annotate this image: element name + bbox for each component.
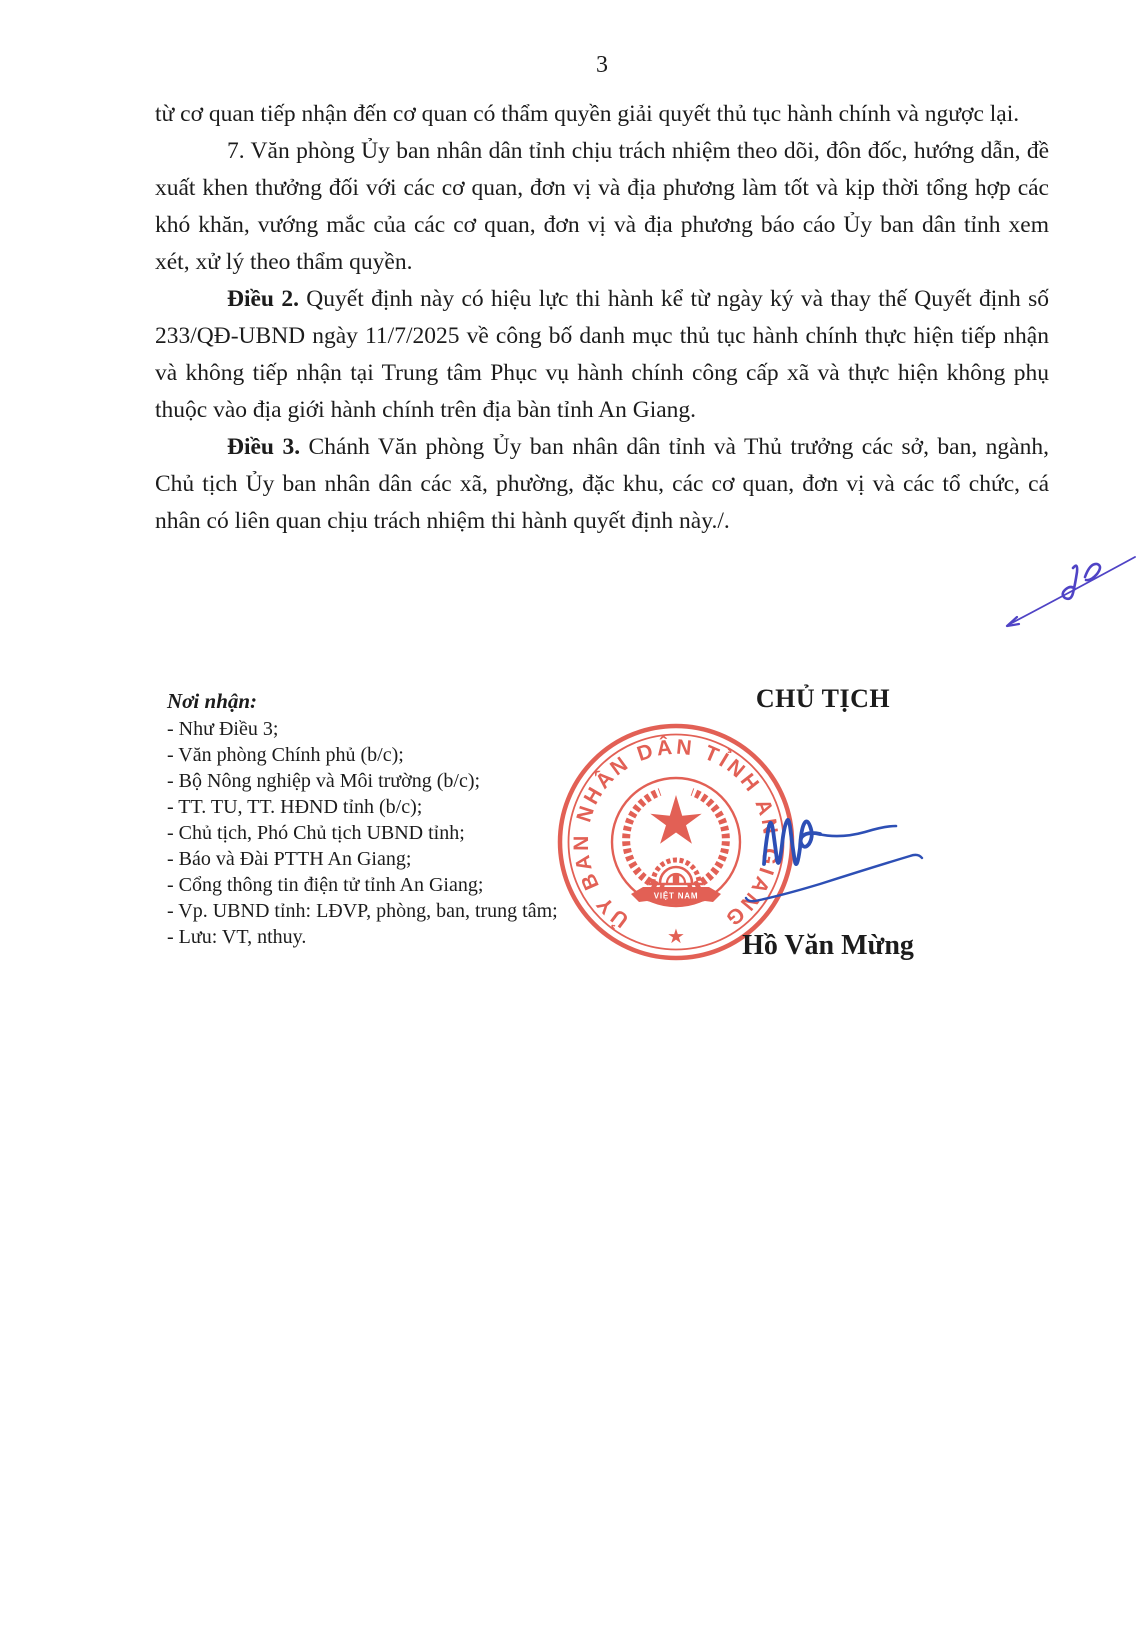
emblem-banner-text: VIỆT NAM: [653, 891, 699, 901]
recipient-item: - Lưu: VT, nthuy.: [167, 926, 307, 948]
recipients-label: Nơi nhận:: [167, 689, 258, 713]
recipient-item: - TT. TU, TT. HĐND tỉnh (b/c);: [167, 796, 423, 818]
recipient-item: - Như Điều 3;: [167, 718, 279, 740]
emblem-arch-slot: [673, 874, 679, 883]
signer-title: CHỦ TỊCH: [755, 684, 891, 713]
recipient-item: - Bộ Nông nghiệp và Môi trường (b/c);: [167, 770, 481, 792]
initials-paraph: [995, 550, 1144, 635]
paragraph: từ cơ quan tiếp nhận đến cơ quan có thẩm quyền giải quyết thủ tục hành chính và ngược lại.: [155, 101, 1020, 127]
recipient-item: - Chủ tịch, Phó Chủ tịch UBND tỉnh;: [167, 822, 465, 844]
paragraph: Điều 3. Chánh Văn phòng Ủy ban nhân dân tỉnh và Thủ trưởng các sở, ban, ngành, Chủ tịch Ủy ban nhân dân các xã, phường, đặc khu, các cơ quan, đơn vị và các tổ chức, cá nhân có liên quan chịu trách nhiệm thi hành quyết định này./.: [155, 434, 1049, 534]
signer-name: Hồ Văn Mừng: [742, 930, 914, 961]
recipient-item: - Báo và Đài PTTH An Giang;: [167, 848, 412, 870]
emblem-wreath-right: [688, 792, 726, 888]
recipients-list: [167, 716, 559, 950]
paragraph: Điều 2. Quyết định này có hiệu lực thi hành kể từ ngày ký và thay thế Quyết định số 233/QĐ-UBND ngày 11/7/2025 về công bố danh mục thủ tục hành chính thực hiện tiếp nhận và không tiếp nhận tại Trung tâm Phục vụ hành chính công cấp xã và thực hiện không phụ thuộc vào địa giới hành chính trên địa bàn tỉnh An Giang.: [155, 286, 1050, 423]
paraph-arrow-tick: [1007, 617, 1019, 626]
page-number: 3: [596, 52, 608, 78]
seal-bottom-star-icon: ★: [667, 926, 685, 948]
signature-scribble: [764, 820, 820, 864]
signature: [740, 815, 930, 910]
paragraph: 7. Văn phòng Ủy ban nhân dân tỉnh chịu trách nhiệm theo dõi, đôn đốc, hướng dẫn, đề xuất khen thưởng đối với các cơ quan, đơn vị và địa phương làm tốt và kịp thời tổng hợp các khó khăn, vướng mắc của các cơ quan, đơn vị và địa phương báo cáo Ủy ban dân tỉnh xem xét, xử lý theo thẩm quyền.: [155, 138, 1049, 275]
recipient-item: - Văn phòng Chính phủ (b/c);: [167, 744, 404, 766]
signature-sweep: [818, 826, 896, 836]
signature-underline: [746, 855, 922, 901]
recipient-item: - Vp. UBND tỉnh: LĐVP, phòng, ban, trung tâm;: [167, 900, 558, 922]
emblem-star-icon: [650, 795, 701, 844]
document-paragraphs: [155, 96, 1049, 540]
seal-ring-text: ỦY BAN NHÂN DÂN TỈNH AN GIANG: [569, 735, 783, 932]
recipient-item: - Cổng thông tin điện tử tỉnh An Giang;: [167, 874, 484, 896]
recipients-block: [167, 688, 559, 950]
emblem-wreath-left: [626, 792, 664, 888]
document-body: [155, 50, 1049, 540]
paraph-diagonal-stroke: [1008, 557, 1135, 625]
